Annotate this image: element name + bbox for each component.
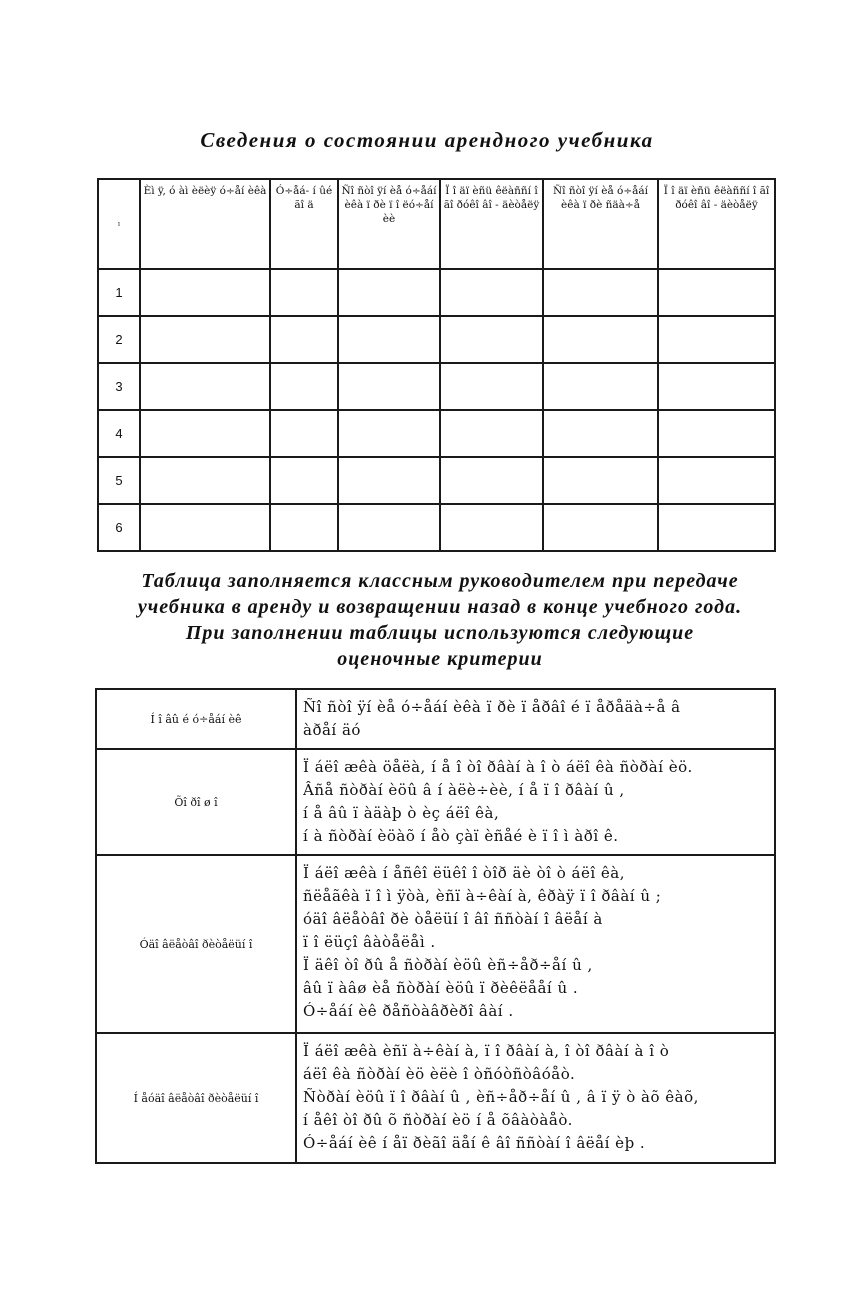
empty-cell[interactable] (140, 504, 270, 551)
empty-cell[interactable] (338, 269, 440, 316)
header-cell-school-year: Ó÷åá- í ûé ãî ä (270, 179, 338, 269)
table-row (98, 316, 775, 363)
header-cell-teacher-signature-2: Ï î äï èñü êëàññí î ãî ðóêî âî - äèòåëÿ (658, 179, 775, 269)
criteria-description (296, 1033, 775, 1163)
empty-cell[interactable] (270, 269, 338, 316)
empty-cell[interactable] (440, 363, 543, 410)
empty-cell[interactable] (270, 504, 338, 551)
row-number: 6 (98, 504, 140, 551)
header-cell-student-name: Èì ÿ, ó àì èëèÿ ó÷åí èêà (140, 179, 270, 269)
empty-cell[interactable] (270, 457, 338, 504)
criteria-description (296, 749, 775, 855)
empty-cell[interactable] (543, 504, 658, 551)
empty-cell[interactable] (270, 316, 338, 363)
criteria-row-unsatisfactory (96, 1033, 775, 1163)
empty-cell[interactable] (658, 504, 775, 551)
criteria-line: Ï áëî æêà öåëà, í å î òî ðâàí à î ò áëî êà ñòðàí èö. (303, 758, 693, 776)
instructions-line: оценочные критерии (337, 648, 543, 670)
empty-cell[interactable] (440, 410, 543, 457)
criteria-line: âû ï àâø èå ñòðàí èöû ï ðèêëååí û . (303, 979, 579, 997)
table-row (98, 410, 775, 457)
empty-cell[interactable] (338, 363, 440, 410)
empty-cell[interactable] (338, 410, 440, 457)
empty-cell[interactable] (543, 363, 658, 410)
criteria-header-line: àðåí äó (303, 721, 361, 739)
empty-cell[interactable] (440, 457, 543, 504)
empty-cell[interactable] (543, 269, 658, 316)
empty-cell[interactable] (338, 457, 440, 504)
instructions-line: При заполнении таблицы используются следующие (185, 622, 695, 644)
criteria-line: áëî êà ñòðàí èö èëè î òñóòñòâóåò. (303, 1065, 576, 1083)
instructions-line: учебника в аренду и возвращении назад в конце учебного года. (137, 596, 743, 618)
row-number: 5 (98, 457, 140, 504)
empty-cell[interactable] (543, 410, 658, 457)
criteria-line: óäî âëåòâî ðè òåëüí î âî ññòàí î âëåí à (303, 910, 603, 928)
empty-cell[interactable] (543, 316, 658, 363)
empty-cell[interactable] (338, 316, 440, 363)
empty-cell[interactable] (658, 410, 775, 457)
header-cell-condition-received: Ñî ñòî ÿí èå ó÷åáí èêà ï ðè ï î ëó÷åí èè (338, 179, 440, 269)
empty-cell[interactable] (658, 316, 775, 363)
criteria-header-left: Í î âû é ó÷åáí èê (96, 689, 296, 749)
table-row (98, 457, 775, 504)
evaluation-criteria-table (95, 688, 776, 1164)
empty-cell[interactable] (140, 363, 270, 410)
row-number: 4 (98, 410, 140, 457)
criteria-line: í à ñòðàí èöàõ í åò çàï èñåé è ï î ì àðî ê. (303, 827, 619, 845)
empty-cell[interactable] (338, 504, 440, 551)
empty-cell[interactable] (658, 363, 775, 410)
header-cell-teacher-signature-1: Ï î äï èñü êëàññí î ãî ðóêî âî - äèòåëÿ (440, 179, 543, 269)
criteria-header-line: Ñî ñòî ÿí èå ó÷åáí èêà ï ðè ï åðâî é ï åðåäà÷å â (303, 698, 681, 716)
criteria-header-right (296, 689, 775, 749)
empty-cell[interactable] (440, 269, 543, 316)
empty-cell[interactable] (140, 457, 270, 504)
criteria-label: Óäî âëåòâî ðèòåëüí î (96, 855, 296, 1033)
empty-cell[interactable] (270, 363, 338, 410)
criteria-row-satisfactory (96, 855, 775, 1033)
row-number: 2 (98, 316, 140, 363)
criteria-label: Í åóäî âëåòâî ðèòåëüí î (96, 1033, 296, 1163)
criteria-line: Ï áëî æêà èñï à÷êàí à, ï î ðâàí à, î òî ðâàí à î ò (303, 1042, 670, 1060)
instructions-line: Таблица заполняется классным руководителем при передаче (141, 570, 739, 592)
empty-cell[interactable] (440, 504, 543, 551)
criteria-line: Âñå ñòðàí èöû â í àëè÷èè, í å ï î ðâàí û , (303, 781, 625, 799)
header-cell-number: ¹ (98, 179, 140, 269)
table-row (98, 504, 775, 551)
criteria-line: Ï äêî òî ðû å ñòðàí èöû èñ÷åð÷åí û , (303, 956, 593, 974)
criteria-label: Õî ðî ø î (96, 749, 296, 855)
criteria-line: ï î ëüçî âàòåëåì . (303, 933, 436, 951)
empty-cell[interactable] (658, 269, 775, 316)
empty-cell[interactable] (270, 410, 338, 457)
criteria-header-row (96, 689, 775, 749)
table-row (98, 363, 775, 410)
criteria-row-good (96, 749, 775, 855)
criteria-line: í åêî òî ðû õ ñòðàí èö í å õâàòàåò. (303, 1111, 573, 1129)
empty-cell[interactable] (140, 410, 270, 457)
empty-cell[interactable] (658, 457, 775, 504)
instructions-text (60, 568, 820, 672)
empty-cell[interactable] (440, 316, 543, 363)
textbook-status-table (97, 178, 776, 552)
table-header-row (98, 179, 775, 269)
criteria-line: Ñòðàí èöû ï î ðâàí û , èñ÷åð÷åí û , â ï ÿ ò àõ êàõ, (303, 1088, 699, 1106)
criteria-line: Ó÷åáí èê ðåñòàâðèðî âàí . (303, 1002, 514, 1020)
criteria-description (296, 855, 775, 1033)
table-row (98, 269, 775, 316)
criteria-line: ñëåãêà ï î ì ÿòà, èñï à÷êàí à, êðàÿ ï î ðâàí û ; (303, 887, 662, 905)
empty-cell[interactable] (140, 316, 270, 363)
header-cell-condition-returned: Ñî ñòî ÿí èå ó÷åáí èêà ï ðè ñäà÷å (543, 179, 658, 269)
empty-cell[interactable] (140, 269, 270, 316)
row-number: 1 (98, 269, 140, 316)
empty-cell[interactable] (543, 457, 658, 504)
page-title: Сведения о состоянии арендного учебника (200, 128, 654, 152)
row-number: 3 (98, 363, 140, 410)
criteria-line: í å âû ï àäàþ ò èç áëî êà, (303, 804, 500, 822)
criteria-line: Ï áëî æêà í åñêî ëüêî î òîð äè òî ò áëî êà, (303, 864, 626, 882)
criteria-line: Ó÷åáí èê í åï ðèãî äåí ê âî ññòàí î âëåí èþ . (303, 1134, 646, 1152)
